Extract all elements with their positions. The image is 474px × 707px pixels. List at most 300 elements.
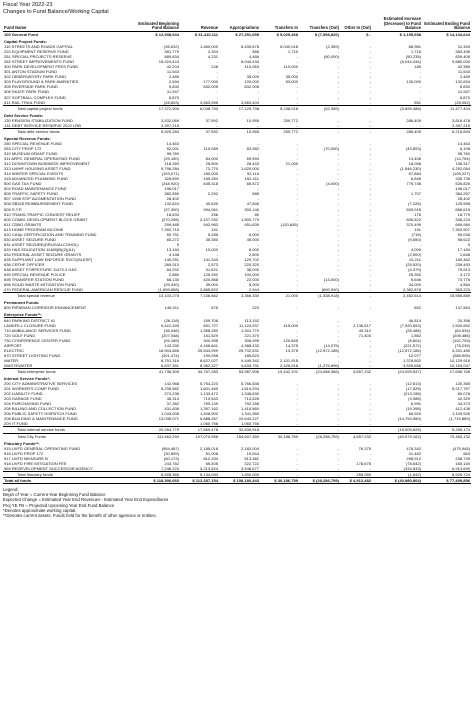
transfers-out-cell: -: [337, 196, 339, 202]
other-cell: -: [369, 166, 371, 172]
fund-name-cell: 110 STREETS AND ROADS CAPITAL: [4, 44, 73, 50]
other-cell: -: [369, 305, 371, 311]
beginning-cell: -: [177, 421, 179, 427]
ending-cell: (78,239): [454, 342, 470, 348]
revenue-cell: 65,405: [205, 460, 218, 466]
transfers-out-cell: -: [337, 416, 339, 422]
appropriations-cell: 6,000: [248, 231, 259, 237]
transfers-out-cell: (24,088,366): [299, 368, 340, 374]
ending-cell: 1,109,926: [451, 411, 470, 417]
change-cell: 87,884: [408, 171, 421, 177]
beginning-cell: 146,911: [164, 305, 179, 311]
appropriations-cell: 80: [254, 211, 259, 217]
fund-name-cell: 636 CRTHF OFFICER: [4, 262, 45, 268]
fund-name-cell: Total all funds: [3, 477, 135, 483]
ending-cell: 4,252,054: [451, 166, 470, 172]
section-title: Internal Service Funds*:: [4, 376, 51, 382]
ending-cell: 384,257: [455, 191, 470, 197]
change-cell: 4,000: [410, 246, 421, 252]
total-row: [3, 477, 471, 483]
other-cell: -: [369, 221, 371, 227]
fund-name-cell: 509 S.T.P.: [4, 206, 23, 212]
revenue-cell: 2,573: [207, 262, 218, 268]
beginning-cell: 18,633: [166, 211, 179, 217]
change-cell: -: [419, 74, 421, 80]
revenue-cell: 39,000: [205, 282, 218, 288]
change-cell: -: [419, 69, 421, 75]
revenue-cell: -: [216, 186, 218, 192]
fund-name-cell: 300 PARK DEVELOPMENT FEES FUND: [4, 64, 79, 70]
beginning-cell: $ 12,938,944: [155, 31, 179, 37]
ending-cell: $ 14,134,644: [446, 31, 470, 37]
transfers-out-cell: -: [337, 89, 339, 95]
fund-name-cell: LANDFILL CLOSURE FUND: [4, 322, 56, 328]
fund-name-cell: 208 BUILDING & MAINTENANCE FUND: [4, 416, 78, 422]
appropriations-cell: 223: [252, 305, 259, 311]
fund-name-cell: 633 H&S EDUCATION 11489(B)(2)(A1): [4, 246, 75, 252]
fund-name-cell: 315 ADVANCED PLANNING FUND: [4, 176, 69, 182]
appropriations-cell: 220,320: [244, 262, 259, 268]
fund-name-cell: 800 RIPARIAN CORRIDOR ENHANCEMENT: [4, 305, 87, 311]
beginning-cell: (207,048): [161, 332, 179, 338]
beginning-cell: 6,928,366: [135, 471, 180, 477]
fund-name-cell: WASTEWATER: [4, 362, 33, 368]
revenue-cell: 5,754,223: [199, 381, 218, 387]
appropriations-cell: 45,000: [246, 236, 259, 242]
revenue-cell: 5,888,267: [199, 416, 218, 422]
transfers-in-cell: 120,845: [283, 337, 298, 343]
other-cell: -: [369, 176, 371, 182]
beginning-cell: 243,782: [164, 460, 179, 466]
revenue-cell: 832,005: [203, 84, 218, 90]
beginning-cell: 5,929,284: [135, 128, 180, 134]
legend-line: Proj YE FB = Projected Upcoming Year End Fund Balance: [3, 502, 115, 508]
beginning-cell: 13,184: [166, 246, 179, 252]
revenue-cell: 110,089: [203, 145, 218, 151]
transfers-out-cell: -: [337, 465, 339, 471]
transfers-in-cell: -: [296, 151, 298, 156]
appropriations-cell: 1,900,000: [219, 471, 260, 477]
appropriations-cell: 28,443: [246, 161, 259, 167]
transfers-out-cell: -: [337, 206, 339, 212]
beginning-cell: 41,736,309: [135, 368, 180, 374]
ending-cell: (64,534): [454, 327, 470, 333]
revenue-cell: 1,358,280: [199, 327, 218, 333]
ending-cell: 238,739: [455, 455, 470, 461]
transfers-out-cell: -: [337, 140, 339, 146]
transfers-out-cell: -: [337, 176, 339, 182]
ending-cell: 336,224: [455, 216, 470, 222]
other-cell: -: [369, 231, 371, 237]
transfers-out-cell: -: [337, 411, 339, 417]
other-cell: $ 4,912,482: [340, 477, 372, 483]
appropriations-cell: 1,346,630: [240, 391, 259, 397]
other-cell: 76,375: [358, 445, 371, 451]
revenue-cell: 3,213,524: [199, 465, 218, 471]
appropriations-cell: 10,955: [219, 128, 260, 134]
fund-name-cell: 613 HOME PROGRAM INCOME: [4, 226, 64, 232]
fund-name-cell: Total fiduciary funds: [3, 471, 135, 477]
revenue-cell: 44,767,283: [180, 368, 219, 374]
change-cell: (715): [411, 231, 421, 237]
col-revenue: Revenue: [180, 17, 219, 31]
revenue-cell: 17,669,478: [180, 427, 219, 433]
ending-cell: 95,760: [457, 151, 470, 156]
transfers-out-cell: (1,276,896): [318, 362, 339, 368]
appropriations-cell: 308,999: [244, 337, 259, 343]
transfers-in-cell: -: [296, 54, 298, 60]
revenue-cell: 8,362,327: [199, 362, 218, 368]
revenue-cell: -: [216, 241, 218, 247]
transfers-in-cell: -: [296, 450, 298, 456]
other-cell: -: [369, 465, 371, 471]
change-cell: 286,409: [406, 117, 421, 123]
revenue-cell: 1,397,162: [199, 406, 218, 412]
beginning-cell: 149,251: [164, 256, 179, 262]
appropriations-cell: 110,063: [244, 64, 259, 70]
transfers-out-cell: (13,000): [323, 277, 339, 283]
fund-name-cell: 253 CITY PROP 172: [4, 145, 42, 151]
ending-cell: 5,217,757: [451, 386, 470, 392]
change-cell: (25,520): [405, 262, 421, 268]
revenue-cell: 3,563,955: [199, 99, 218, 105]
change-cell: 14,406: [408, 156, 421, 162]
other-cell: -: [369, 411, 371, 417]
beginning-cell: 889,834: [164, 54, 179, 60]
transfers-in-cell: 259,772: [283, 117, 298, 123]
section-header-row: [3, 374, 471, 381]
revenue-cell: 1,408,900: [199, 411, 218, 417]
beginning-cell: 15,924,424: [158, 59, 179, 65]
col-appropriations: Appropriations: [219, 17, 260, 31]
transfers-in-cell: -: [296, 145, 298, 151]
appropriations-cell: 9,449,342: [240, 357, 259, 363]
other-cell: -: [369, 362, 371, 368]
change-cell: 2,362,878: [402, 287, 421, 293]
appropriations-cell: $ 27,251,055: [235, 31, 259, 37]
change-cell: (2,500): [408, 251, 421, 257]
fund-name-cell: 100 General Fund: [4, 31, 38, 37]
appropriations-cell: 832,005: [244, 84, 259, 90]
other-cell: -: [369, 226, 371, 232]
transfers-in-cell: -: [296, 241, 298, 247]
beginning-cell: 118,260: [164, 161, 179, 167]
beginning-cell: (193,071): [161, 171, 179, 177]
transfers-in-cell: 53,000: [285, 79, 298, 85]
other-cell: -: [369, 64, 371, 70]
other-cell: -: [369, 59, 371, 65]
transfers-out-cell: -: [337, 64, 339, 70]
change-cell: (8,604): [408, 337, 421, 343]
transfers-out-cell: -: [337, 221, 339, 227]
beginning-cell: (29,440): [163, 282, 179, 288]
other-cell: -: [369, 99, 371, 105]
fund-name-cell: 969 REDEVELOPMENT SUCCESSOR AGENCY: [4, 465, 93, 471]
revenue-cell: 107,070,956: [180, 433, 219, 439]
revenue-cell: 4,231: [207, 54, 218, 60]
transfers-out-cell: -: [337, 337, 339, 343]
beginning-cell: 3,532,069: [160, 117, 179, 123]
appropriations-cell: 322,722: [244, 460, 259, 466]
transfers-in-cell: -: [296, 406, 298, 412]
other-cell: -: [369, 272, 371, 278]
transfers-out-cell: (70,000): [323, 145, 339, 151]
transfers-in-cell: -: [296, 317, 298, 323]
transfers-out-cell: (28,286,759): [299, 433, 340, 439]
legend-line: *Denotes approximate working capital.: [3, 507, 77, 513]
appropriations-cell: 53,987,906: [219, 368, 260, 374]
ending-cell: 1,648: [459, 251, 470, 257]
beginning-cell: 1,043,006: [160, 411, 179, 417]
transfers-out-cell: -: [337, 161, 339, 167]
other-cell: 4,657,232: [340, 368, 372, 374]
change-cell: 25,392: [408, 272, 421, 278]
fund-name-cell: 311 ARPC GENERAL OPERATING FUND: [4, 156, 80, 162]
revenue-cell: $ 112,287,154: [180, 477, 219, 483]
revenue-cell: 37,592: [180, 128, 219, 134]
appropriations-cell: 35,000: [246, 74, 259, 80]
appropriations-cell: 152,411: [244, 176, 259, 182]
ending-cell: 17,696,765: [422, 368, 471, 374]
change-cell: -: [419, 94, 421, 100]
transfers-in-cell: -: [296, 191, 298, 197]
beginning-cell: 2,880: [168, 272, 179, 278]
appropriations-cell: 100,000: [244, 272, 259, 278]
beginning-cell: 2,397,215: [160, 122, 179, 128]
ending-cell: 73,776: [457, 277, 470, 283]
change-cell: 5,646: [410, 277, 421, 283]
transfers-in-cell: 5,040,018: [279, 44, 298, 50]
fund-name-cell: 915 UVFD GENERAL OPERATING FUND: [4, 445, 81, 451]
ending-cell: (102,793): [452, 337, 470, 343]
transfers-out-cell: -: [337, 166, 339, 172]
appropriations-cell: 92,116: [246, 171, 259, 177]
other-cell: -: [369, 455, 371, 461]
beginning-cell: (35,632): [163, 44, 179, 50]
transfers-in-cell: -: [296, 460, 298, 466]
ending-cell: 125,598: [455, 201, 470, 207]
other-cell: -: [369, 49, 371, 55]
change-cell: 10,211: [408, 256, 421, 262]
transfers-out-cell: -: [337, 267, 339, 273]
appropriations-cell: 6,000: [248, 246, 259, 252]
fund-name-cell: 710 AMBULANCE SERVICES FUND: [4, 327, 71, 333]
beginning-cell: (1,899,658): [158, 287, 179, 293]
ending-cell: 363,220: [455, 287, 470, 293]
transfers-in-cell: -: [296, 282, 298, 288]
revenue-cell: 5,285: [207, 231, 218, 237]
other-cell: -: [369, 84, 371, 90]
appropriations-cell: -: [257, 151, 259, 156]
transfers-in-cell: 21,000: [285, 161, 298, 167]
transfers-in-cell: -: [296, 386, 298, 392]
transfers-in-cell: 1,710: [287, 49, 298, 55]
beginning-cell: 13,035,071: [158, 416, 179, 422]
beginning-cell: 6,870: [168, 94, 179, 100]
beginning-cell: 8,751,316: [160, 357, 179, 363]
ending-cell: 10,129,918: [449, 357, 470, 363]
change-cell: 606,522: [406, 216, 421, 222]
beginning-cell: 111,462,294: [135, 433, 180, 439]
beginning-cell: 14,463: [166, 140, 179, 146]
transfers-out-cell: -: [337, 241, 339, 247]
appropriations-cell: 129,702: [244, 256, 259, 262]
transfers-in-cell: -: [296, 352, 298, 358]
other-cell: -: [369, 262, 371, 268]
ending-cell: (288,905): [452, 352, 470, 358]
ending-cell: 4,331,480: [451, 347, 470, 353]
fund-name-cell: 639 SPECIAL REVENUE POLICE: [4, 272, 66, 278]
other-cell: 255,050: [340, 471, 372, 477]
beginning-cell: 28,402: [166, 196, 179, 202]
other-cell: -: [369, 156, 371, 162]
revenue-cell: -: [216, 94, 218, 100]
transfers-in-cell: -: [296, 99, 298, 105]
ending-cell: 383,495: [455, 49, 470, 55]
beginning-cell: 196,017: [164, 186, 179, 192]
appropriations-cell: 32,839,918: [219, 427, 260, 433]
section-title: Enterprise Funds**:: [4, 312, 42, 318]
beginning-cell: (301,474): [161, 352, 179, 358]
ending-cell: 656,615: [455, 206, 470, 212]
transfers-out-cell: -: [337, 59, 339, 65]
beginning-cell: 84,292: [166, 267, 179, 273]
ending-cell: (105,227): [452, 171, 470, 177]
fund-name-cell: 206 PUBLIC SAFETY DISPATCH FUND: [4, 411, 77, 417]
transfers-out-cell: -: [337, 421, 339, 427]
fund-name-cell: 696 SOLID WASTE MITIGATION FUND: [4, 282, 77, 288]
fund-name-cell: 251 SPECIAL PROJECTS RESERVE: [4, 54, 72, 60]
fund-name-cell: 312 DOWNTOWN BUSINESS IMPROVEMENT: [4, 161, 90, 167]
fund-name-cell: 220 EQUIPMENT RESERVE FUND: [4, 49, 69, 55]
fund-name-cell: 130 PENSION STABILIZATION FUND: [4, 117, 73, 123]
ending-cell: 31,349: [457, 44, 470, 50]
appropriations-cell: 588: [252, 49, 259, 55]
transfers-out-cell: -: [337, 84, 339, 90]
revenue-cell: 191: [211, 226, 218, 232]
other-cell: -: [340, 427, 372, 433]
transfers-in-cell: -: [296, 272, 298, 278]
revenue-cell: 51,006: [205, 450, 218, 456]
appropriations-cell: 4,388,433: [240, 342, 259, 348]
other-cell: -: [369, 421, 371, 427]
other-cell: -: [369, 151, 371, 156]
transfers-in-cell: -: [296, 181, 298, 187]
beginning-cell: (248,920): [161, 181, 179, 187]
fund-name-cell: 695 TRANSFER STATION FUND: [4, 277, 65, 283]
other-cell: -: [369, 277, 371, 283]
transfers-out-cell: -: [337, 216, 339, 222]
revenue-cell: 2,107,292: [199, 216, 218, 222]
transfers-out-cell: -: [337, 49, 339, 55]
ending-cell: 5,255,174: [422, 427, 471, 433]
fund-name-cell: 250 SPECIAL REVENUE FUND: [4, 140, 62, 146]
revenue-cell: 177,000: [203, 79, 218, 85]
ending-cell: 7,392,907: [451, 226, 470, 232]
appropriations-cell: 69,594: [246, 156, 259, 162]
other-cell: -: [369, 161, 371, 167]
legend: [3, 487, 471, 518]
ending-cell: 669,984: [455, 221, 470, 227]
beginning-cell: 382,550: [164, 191, 179, 197]
appropriations-cell: 65,572: [246, 181, 259, 187]
ending-cell: 4,560: [459, 282, 470, 288]
ending-cell: 11,543: [457, 69, 470, 75]
other-cell: -: [369, 347, 371, 353]
revenue-cell: -: [216, 196, 218, 202]
transfers-in-cell: -: [296, 256, 298, 262]
section-header-row: [3, 134, 471, 141]
change-cell: 551: [414, 99, 421, 105]
other-cell: 4,657,232: [340, 433, 372, 439]
legend-line: Begin of Year = Current Year Beginning Fund Balance: [3, 492, 106, 498]
change-cell: 18,058: [408, 161, 421, 167]
revenue-cell: 1,133,472: [199, 391, 218, 397]
transfers-out-cell: (12,572,185): [316, 347, 339, 353]
change-cell: (14,754,960): [398, 416, 421, 422]
change-cell: 298,912: [406, 455, 421, 461]
revenue-cell: 1,601,469: [199, 386, 218, 392]
change-cell: 185: [414, 64, 421, 70]
appropriations-cell: 5,000: [248, 282, 259, 288]
beginning-cell: 143,330: [164, 342, 179, 348]
change-cell: -: [419, 241, 421, 247]
transfers-out-cell: -: [337, 236, 339, 242]
change-cell: (50,235): [405, 54, 421, 60]
beginning-cell: 13,103,275: [135, 293, 180, 299]
transfers-out-cell: $ (28,286,759): [299, 477, 340, 483]
revenue-cell: 35,350: [205, 236, 218, 242]
transfers-out-cell: -: [337, 99, 339, 105]
fund-name-cell: Total internal service funds: [3, 427, 135, 433]
fund-name-cell: Total enterprise funds: [3, 368, 135, 374]
ending-cell: 3,172: [459, 272, 470, 278]
appropriations-cell: $ 158,180,443: [219, 477, 260, 483]
change-cell: (12,613): [405, 381, 421, 387]
transfers-out-cell: (1,338,918): [299, 293, 340, 299]
change-cell: 370,499: [406, 221, 421, 227]
other-cell: -: [369, 267, 371, 273]
transfers-in-cell: 19,442,101: [260, 368, 299, 374]
fund-name-cell: 507 1998 STIP AUGMENTATION FUND: [4, 196, 77, 202]
ending-cell: 165,140: [455, 460, 470, 466]
report-subtitle: Changes to Fund Balance/Working Capital: [3, 8, 109, 15]
change-cell: -: [419, 89, 421, 95]
fund-name-cell: 205 BILLING AND COLLECTION FUND: [4, 406, 77, 412]
ending-cell: 136,317: [455, 161, 470, 167]
fund-name-cell: 201 WORKER'S COMP FUND: [4, 386, 60, 392]
appropriations-cell: 6,044,434: [240, 59, 259, 65]
appropriations-cell: 1,341,980: [240, 411, 259, 417]
appropriations-cell: -: [257, 122, 259, 128]
fund-name-cell: 634 FEDERAL ASSET SEIZURE GRANTS: [4, 251, 82, 257]
fund-name-cell: 508 SB325 REIMBURSEMENT FUND: [4, 201, 73, 207]
beginning-cell: 4,148: [168, 251, 179, 257]
transfers-in-cell: 21,000: [260, 293, 299, 299]
transfers-in-cell: -: [296, 211, 298, 217]
transfers-in-cell: -: [296, 226, 298, 232]
change-cell: -: [419, 196, 421, 202]
section-header-row: [3, 439, 471, 446]
transfers-in-cell: -: [260, 427, 299, 433]
transfers-in-cell: -: [296, 140, 298, 146]
appropriations-cell: 4,633,791: [240, 362, 259, 368]
change-cell: (213,158): [403, 391, 421, 397]
transfers-in-cell: $ 5,025,468: [276, 31, 298, 37]
ending-cell: 132,694: [455, 79, 470, 85]
ending-cell: 6,215,693: [422, 128, 471, 134]
transfers-in-cell: -: [296, 421, 298, 427]
